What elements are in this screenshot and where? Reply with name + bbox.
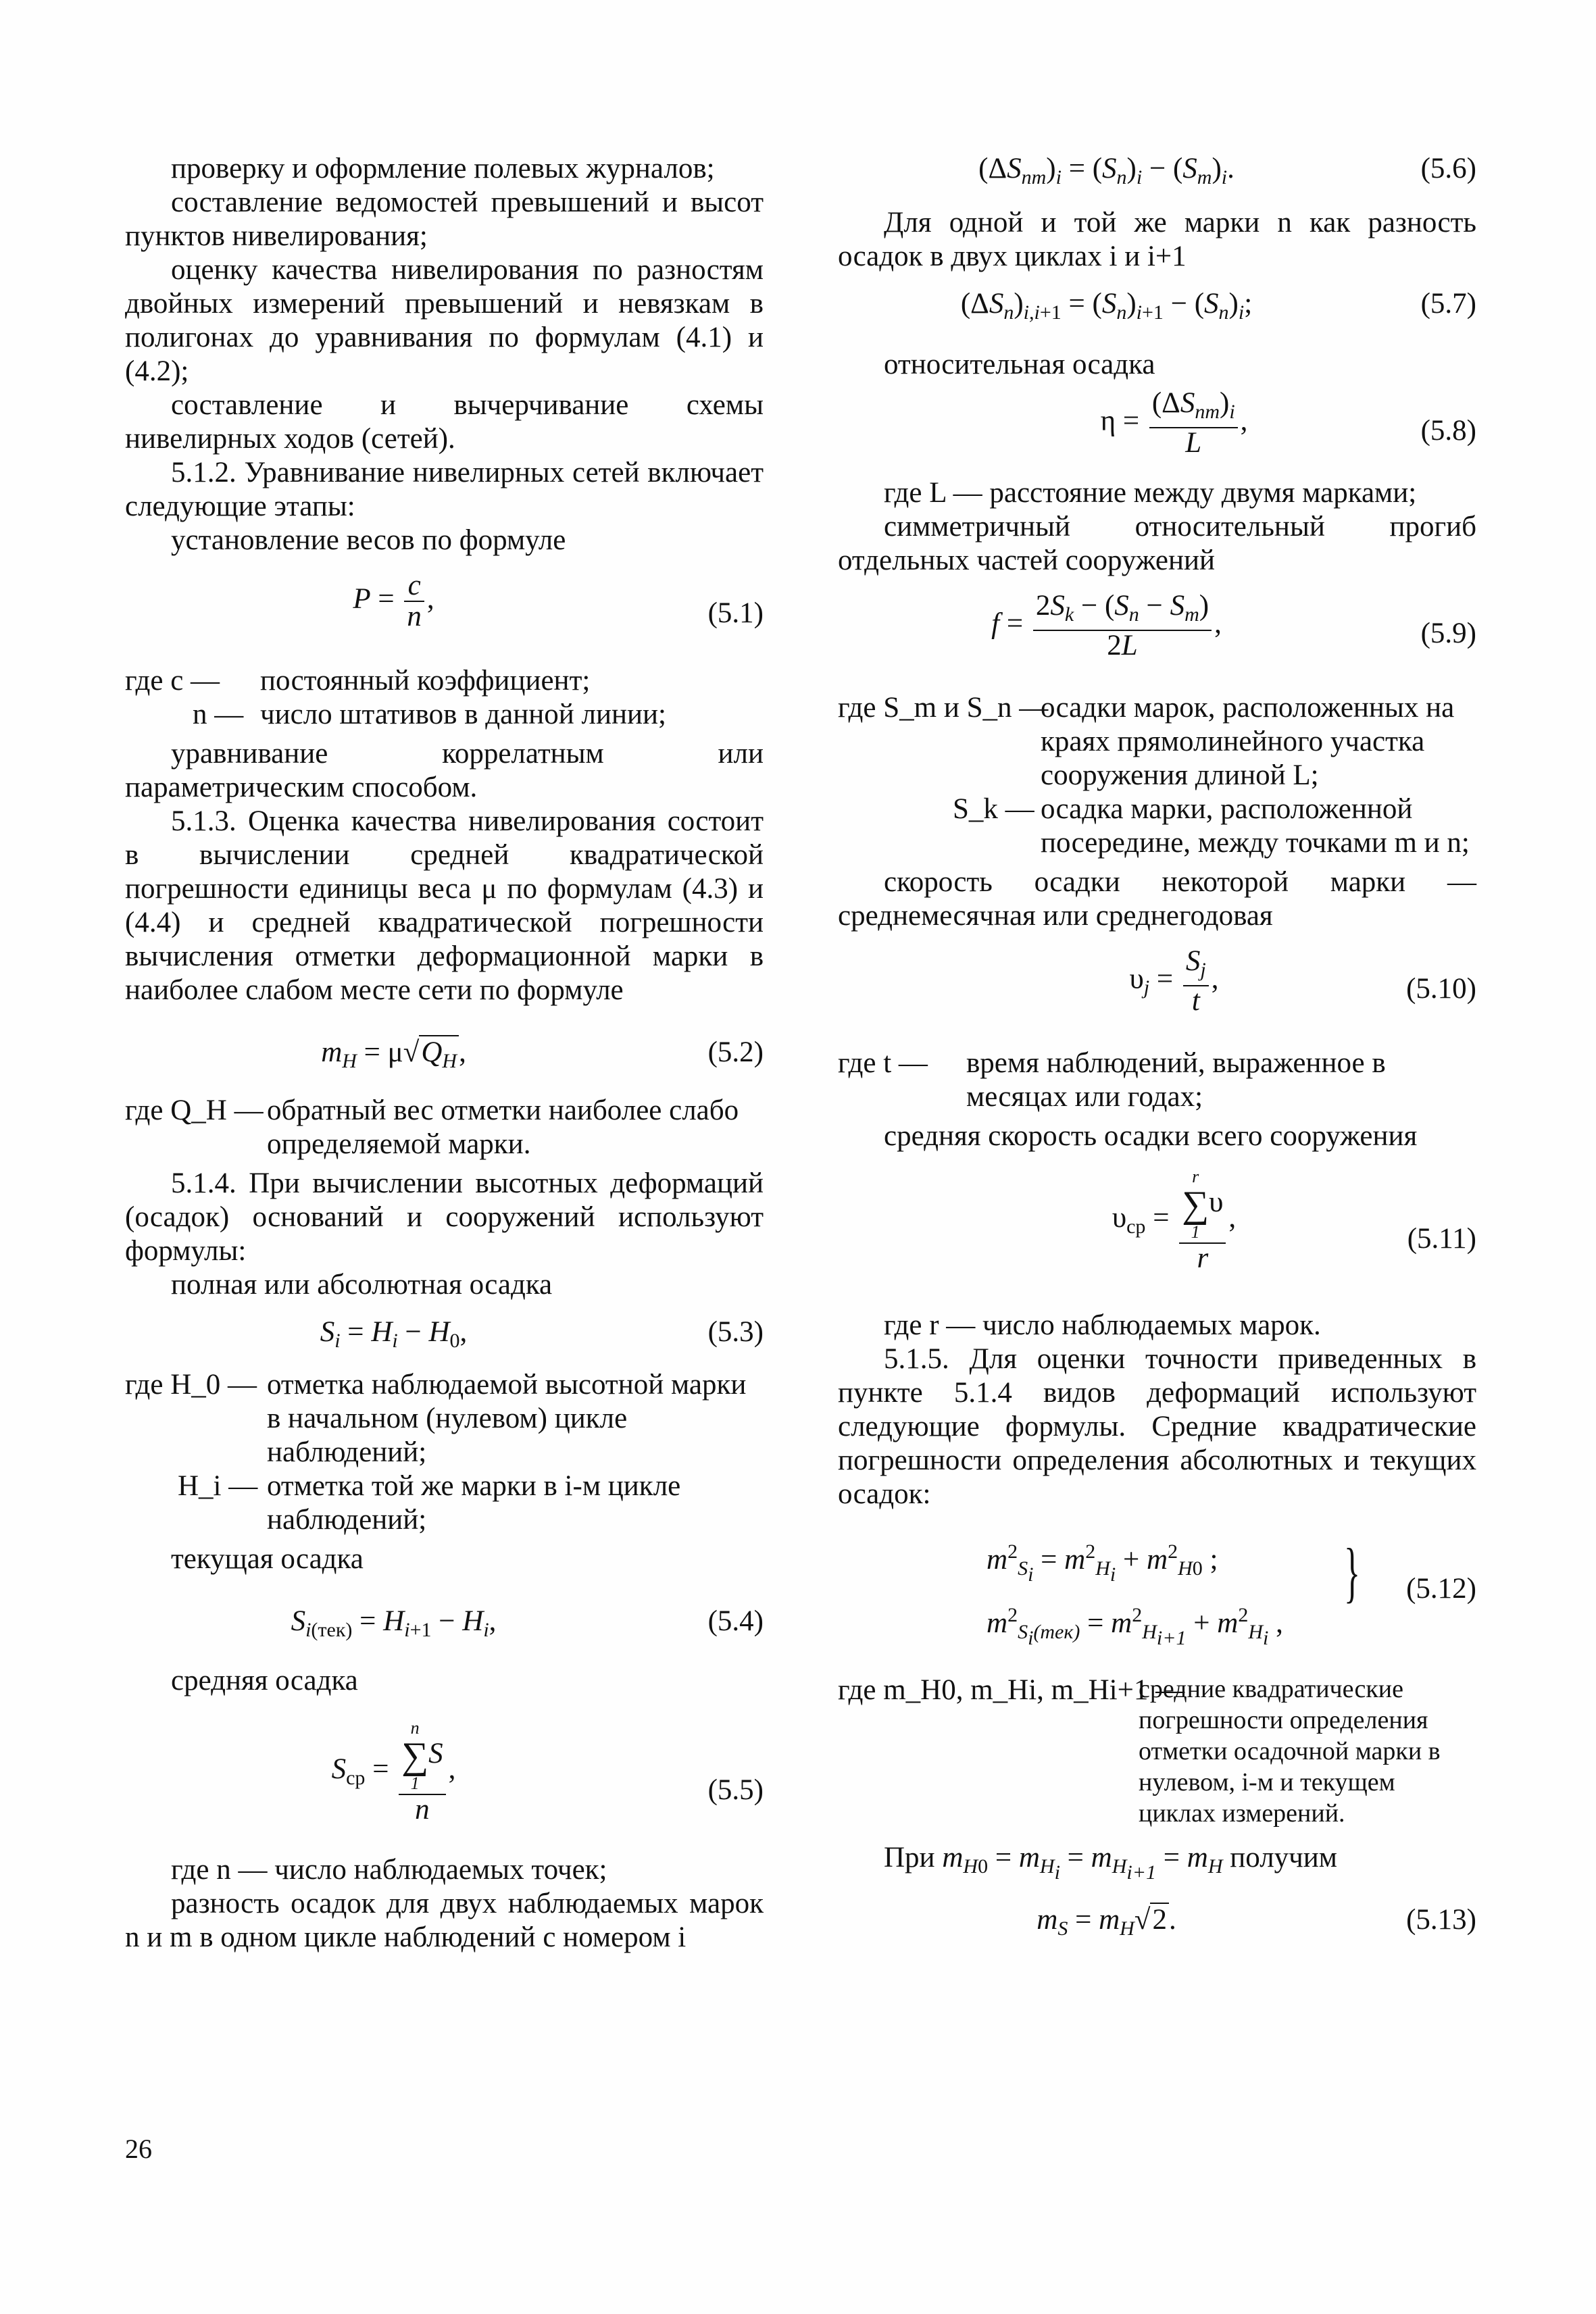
paragraph: скорость осадки некоторой марки — среднемесячная или среднегодовая [838, 866, 1476, 932]
formula-line: $m^2_{Si(тек)} = m^2_{Hi+1} + m^2_{Hi}$ , [987, 1604, 1283, 1649]
where-clause [125, 1368, 764, 1469]
equation-number: (5.2) [707, 1036, 764, 1068]
paragraph: разность осадок для двух наблюдаемых марок n и m в одном цикле наблюдений с номером i [125, 1888, 764, 1953]
paragraph: где L — расстояние между двумя марками; [884, 477, 1417, 509]
equation-number: (5.13) [1406, 1904, 1476, 1936]
paragraph: При $m_{H0} = m_{Hi} = m_{Hi+1} = m_H$ получим [884, 1842, 1338, 1884]
paragraph: средняя скорость осадки всего сооружения [884, 1120, 1418, 1152]
text: При [884, 1842, 935, 1873]
paragraph: составление ведомостей превышений и высот пунктов нивелирования; [125, 186, 764, 252]
equation-number: (5.7) [1420, 288, 1476, 320]
equation-5-12 [838, 1532, 1476, 1660]
formula: f = $\frac{2S_k - (S_n - S_m)}{2L}$ , [991, 590, 1222, 661]
where-clause [838, 1674, 1476, 1849]
equation-number: (5.11) [1407, 1223, 1476, 1255]
where-clause [838, 793, 1476, 860]
paragraph: где n — число наблюдаемых точек; [171, 1854, 607, 1886]
brace-icon: } [1344, 1534, 1360, 1609]
equation-5-11 [838, 1167, 1476, 1309]
where-text: отметка наблюдаемой высотной марки в начальном (нулевом) цикле наблюдений; [267, 1369, 747, 1468]
equation-number: (5.5) [707, 1774, 764, 1806]
paragraph: полная или абсолютная осадка [171, 1269, 553, 1301]
where-text: осадка марки, расположенной посередине, между точками m и n; [1041, 793, 1470, 859]
where-label: S_k — [953, 793, 1034, 825]
formula: $m_H = \mu√Q_H$, [321, 1036, 466, 1072]
equation-5-8 [838, 388, 1476, 476]
paragraph: средняя осадка [171, 1665, 358, 1696]
paragraph: 5.1.4. При вычислении высотных деформаций (осадок) оснований и сооружений используют формулы: [125, 1167, 764, 1267]
formula: $S_{ср}$ = n ∑ 1 S n , [331, 1718, 456, 1826]
formula: $m_S = m_H√2$. [1037, 1904, 1176, 1940]
paragraph: установление весов по формуле [171, 524, 566, 556]
where-label: где S_m и S_n — [838, 692, 1049, 724]
equation-5-10 [838, 947, 1476, 1041]
page-number: 26 [125, 2134, 152, 2164]
paragraph: текущая осадка [171, 1543, 364, 1575]
where-text: число штативов в данной линии; [260, 699, 666, 730]
where-clause [838, 691, 1476, 793]
where-label: n — [193, 699, 244, 730]
formula: $S_{i(тек)} = H_{i+1} - H_i$, [291, 1605, 497, 1641]
equation-number: (5.9) [1420, 618, 1476, 649]
equation-5-1 [125, 571, 764, 659]
where-clause [125, 1469, 764, 1537]
equation-number: (5.1) [707, 597, 764, 629]
text: получим [1230, 1842, 1338, 1873]
left-column [125, 152, 764, 1955]
equation-number: (5.8) [1420, 415, 1476, 447]
where-label: где t — [838, 1047, 928, 1079]
equation-5-6 [838, 152, 1476, 206]
equation-number: (5.4) [707, 1605, 764, 1637]
formula: $\upsilon_{ср}$ = r ∑ 1 υ r , [1112, 1167, 1237, 1274]
paragraph: оценку качества нивелирования по разностям двойных измерений превышений и невязкам в полигонах до уравнивания по формулам (4.1) и (4.2); [125, 254, 764, 387]
formula: $S_i = H_i - H_0$, [320, 1316, 468, 1352]
formula: $\upsilon_j$ = $\frac{S_j}{t}$ , [1129, 945, 1219, 1017]
where-clause [125, 1094, 764, 1161]
equation-5-9 [838, 591, 1476, 686]
formula: η = $\frac{(\Delta S_{nm})_i}{L}$ , [1100, 387, 1248, 459]
where-text: время наблюдений, выраженное в месяцах или годах; [966, 1047, 1386, 1113]
equation-number: (5.10) [1406, 973, 1476, 1005]
where-clause [125, 698, 764, 732]
paragraph: 5.1.3. Оценка качества нивелирования состоит в вычислении средней квадратической погрешности единицы веса μ по формулам (4.3) и (4.4) и средней квадратической погрешности вычисления отметки деформационной марки в наиболее слабом месте сети по формуле [125, 805, 764, 1006]
paragraph: 5.1.2. Уравнивание нивелирных сетей включает следующие этапы: [125, 457, 764, 522]
where-label: где m_H0, m_Hi, m_Hi+1 — [838, 1674, 1185, 1706]
equation-5-3 [125, 1309, 764, 1363]
where-label: где Q_H — [125, 1095, 264, 1126]
formula: $(\Delta S_n)_{i,i+1} = (S_n)_{i+1} - (S_n)_i$; [960, 288, 1253, 324]
paragraph: где r — число наблюдаемых марок. [884, 1309, 1321, 1341]
where-clause [838, 1047, 1476, 1114]
paragraph: Для одной и той же марки n как разность осадок в двух циклах i и i+1 [838, 207, 1476, 272]
equation-number: (5.6) [1420, 153, 1476, 184]
formula: $(\Delta S_{nm})_i = (S_n)_i - (S_m)_i$. [978, 153, 1235, 188]
equation-5-2 [125, 1021, 764, 1088]
equation-5-5 [125, 1718, 764, 1853]
equation-5-13 [838, 1896, 1476, 1951]
equation-number: (5.12) [1406, 1573, 1476, 1605]
paragraph: составление и вычерчивание схемы нивелирных ходов (сетей). [125, 389, 764, 455]
equation-5-4 [125, 1590, 764, 1657]
paragraph: уравнивание коррелатным или параметрическим способом. [125, 738, 764, 803]
equation-number: (5.3) [707, 1316, 764, 1348]
where-label: где H_0 — [125, 1369, 257, 1401]
where-text: обратный вес отметки наиболее слабо определяемой марки. [267, 1095, 739, 1160]
where-label: H_i — [178, 1470, 258, 1502]
where-text: средние квадратические погрешности определения отметки осадочной марки в нулевом, i-м и текущем циклах измерений. [1139, 1675, 1441, 1828]
formula [939, 1532, 1375, 1659]
formula-line: $m^2_{Si} = m^2_{Hi} + m^2_{H0}$ ; [987, 1540, 1218, 1586]
where-text: отметка той же марки в i-м цикле наблюдений; [267, 1470, 681, 1536]
paragraph: относительная осадка [884, 349, 1155, 380]
where-clause [125, 664, 764, 698]
equation-5-7 [838, 287, 1476, 348]
formula: P = $\frac{c}{n}$ , [353, 570, 434, 632]
where-text: осадки марок, расположенных на краях прямолинейного участка сооружения длиной L; [1041, 692, 1455, 791]
paragraph: 5.1.5. Для оценки точности приведенных в пункте 5.1.4 видов деформаций используют следующие формулы. Средние квадратические погрешности определения абсолютных и текущих осадок: [838, 1343, 1476, 1510]
paragraph: симметричный относительный прогиб отдельных частей сооружений [838, 511, 1476, 576]
right-column [838, 152, 1476, 1951]
paragraph: проверку и оформление полевых журналов; [171, 153, 715, 184]
where-text: постоянный коэффициент; [260, 665, 591, 697]
where-label: где c — [125, 665, 220, 697]
